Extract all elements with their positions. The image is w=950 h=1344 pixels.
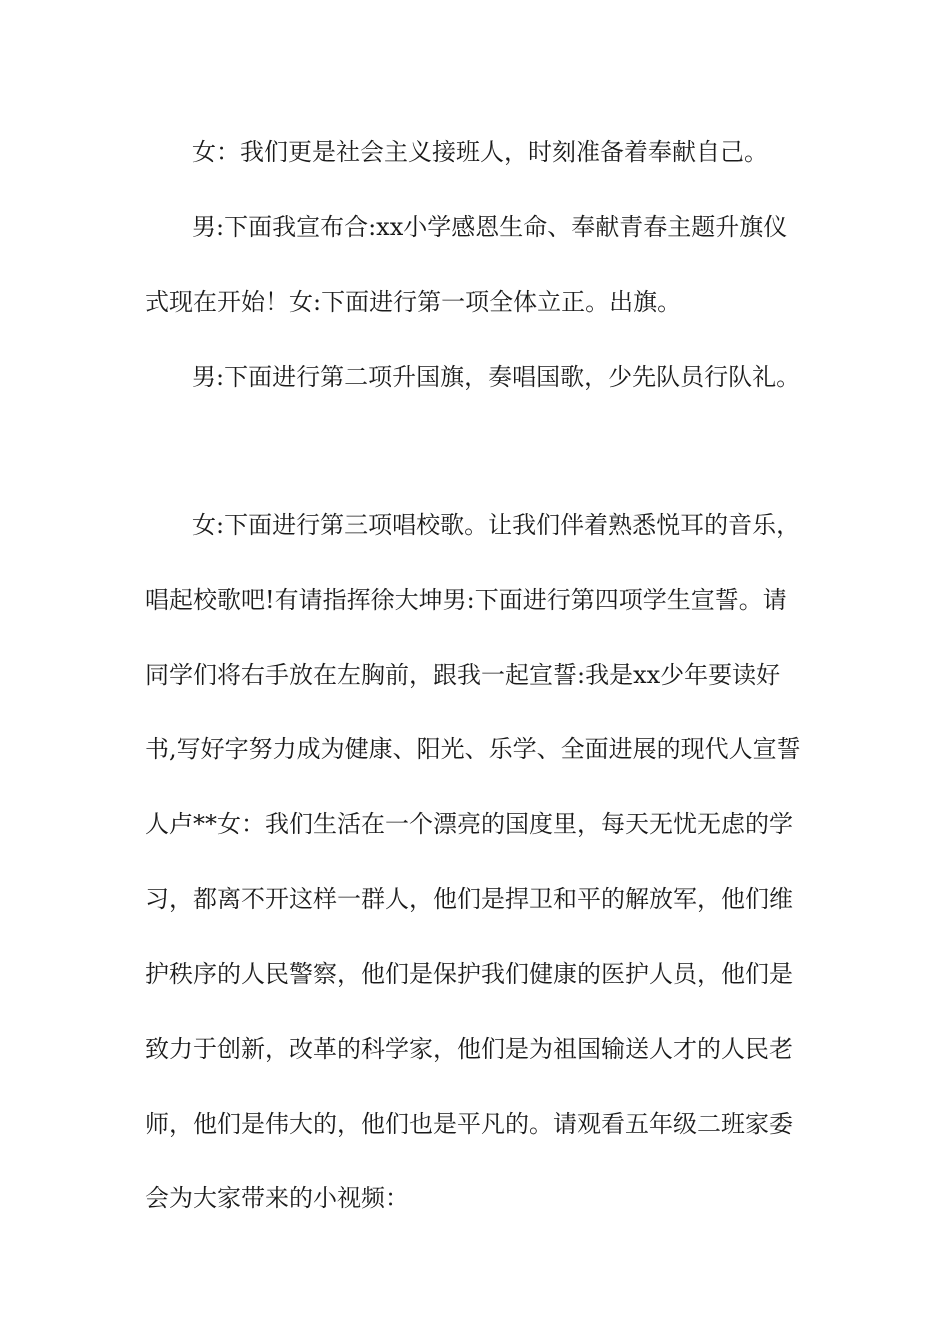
text-line: 习，都离不开这样一群人，他们是捍卫和平的解放军，他们维 — [145, 885, 793, 913]
text-line: 女:下面进行第三项唱校歌。让我们伴着熟悉悦耳的音乐， — [192, 511, 801, 539]
text-line: 男:下面我宣布合:xx小学感恩生命、奉献青春主题升旗仪 — [192, 213, 788, 241]
text-line: 护秩序的人民警察，他们是保护我们健康的医护人员，他们是 — [145, 960, 793, 988]
text-line: 师，他们是伟大的，他们也是平凡的。请观看五年级二班家委 — [145, 1110, 793, 1138]
text-line: 男:下面进行第二项升国旗，奏唱国歌，少先队员行队礼。 — [192, 363, 801, 391]
text-line: 会为大家带来的小视频： — [145, 1184, 409, 1212]
text-line: 女：我们更是社会主义接班人，时刻准备着奉献自己。 — [192, 138, 768, 166]
text-line: 唱起校歌吧!有请指挥徐大坤男:下面进行第四项学生宣誓。请 — [145, 586, 787, 614]
text-line: 书,写好字努力成为健康、阳光、乐学、全面进展的现代人宣誓 — [145, 735, 801, 763]
text-line: 同学们将右手放在左胸前，跟我一起宣誓:我是xx少年要读好 — [145, 661, 781, 689]
text-line: 人卢**女：我们生活在一个漂亮的国度里，每天无忧无虑的学 — [145, 810, 793, 838]
text-line: 式现在开始！女:下面进行第一项全体立正。出旗。 — [145, 288, 682, 316]
text-line: 致力于创新，改革的科学家，他们是为祖国输送人才的人民老 — [145, 1035, 793, 1063]
